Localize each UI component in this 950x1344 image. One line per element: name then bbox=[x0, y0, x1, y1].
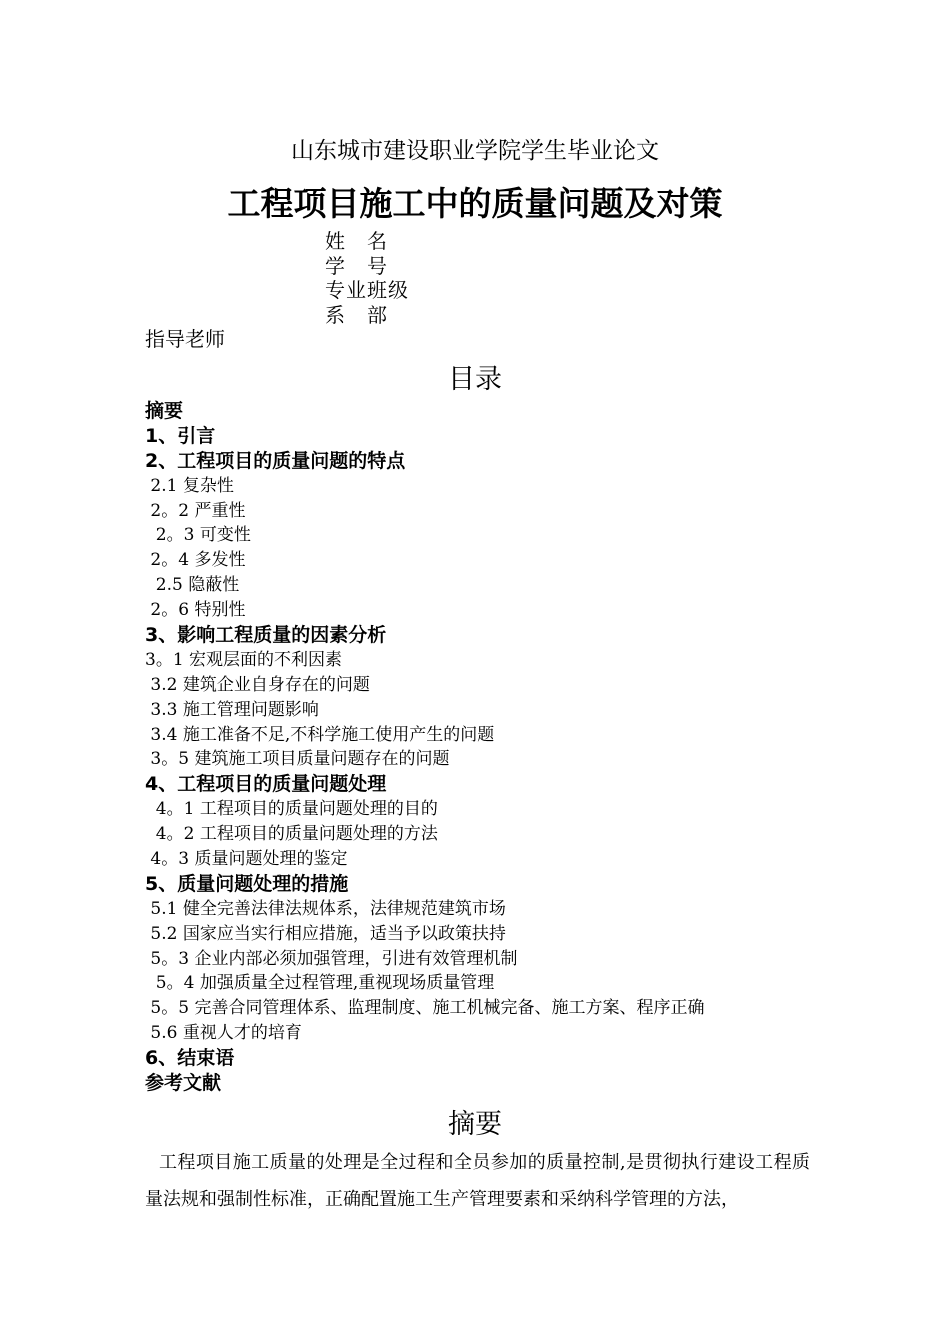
toc-section-item[interactable]: 5.2 国家应当实行相应措施，适当予以政策扶持 bbox=[145, 923, 506, 944]
toc-chapter-item[interactable]: 摘要 bbox=[145, 400, 184, 422]
name-label: 姓 名 bbox=[325, 229, 388, 253]
toc-section-item[interactable]: 4。3 质量问题处理的鉴定 bbox=[145, 849, 348, 870]
toc-chapter-item[interactable]: 1、引言 bbox=[145, 424, 216, 447]
abstract-heading: 摘要 bbox=[448, 1109, 502, 1140]
toc-chapter-item[interactable]: 2、工程项目的质量问题的特点 bbox=[145, 449, 406, 472]
toc-section-item[interactable]: 2。4 多发性 bbox=[145, 550, 246, 571]
toc-section-item[interactable]: 3。1 宏观层面的不利因素 bbox=[145, 649, 343, 670]
toc-section-item[interactable]: 2。3 可变性 bbox=[145, 525, 251, 546]
toc-section-item[interactable]: 5。5 完善合同管理体系、监理制度、施工机械完备、施工方案、程序正确 bbox=[145, 998, 705, 1019]
student-id-label: 学 号 bbox=[325, 254, 388, 278]
document-title: 工程项目施工中的质量问题及对策 bbox=[227, 184, 723, 223]
toc-section-item[interactable]: 2.1 复杂性 bbox=[145, 475, 234, 496]
toc-chapter-item[interactable]: 4、工程项目的质量问题处理 bbox=[145, 773, 387, 796]
class-label: 专业班级 bbox=[325, 278, 409, 302]
toc-section-item[interactable]: 5.6 重视人才的培育 bbox=[145, 1023, 302, 1044]
toc-chapter-item[interactable]: 5、质量问题处理的措施 bbox=[145, 872, 349, 895]
toc-section-item[interactable]: 3.3 施工管理问题影响 bbox=[145, 699, 319, 720]
toc-heading: 目录 bbox=[448, 364, 502, 395]
toc-section-item[interactable]: 5。3 企业内部必须加强管理，引进有效管理机制 bbox=[145, 948, 518, 969]
table-of-contents bbox=[145, 399, 704, 1096]
toc-chapter-item[interactable]: 6、结束语 bbox=[145, 1047, 235, 1070]
abstract-body: 工程项目施工质量的处理是全过程和全员参加的质量控制,是贯彻执行建设工程质量法规和强制性标准，正确配置施工生产管理要素和采纳科学管理的方法， bbox=[145, 1152, 810, 1210]
toc-chapter-item[interactable]: 3、影响工程质量的因素分析 bbox=[145, 624, 387, 647]
toc-section-item[interactable]: 5.1 健全完善法律法规体系，法律规范建筑市场 bbox=[145, 898, 506, 919]
toc-section-item[interactable]: 2.5 隐蔽性 bbox=[145, 575, 240, 596]
toc-section-item[interactable]: 3.4 施工准备不足,不科学施工使用产生的问题 bbox=[145, 724, 495, 745]
toc-section-item[interactable]: 4。2 工程项目的质量问题处理的方法 bbox=[145, 824, 438, 845]
toc-section-item[interactable]: 3。5 建筑施工项目质量问题存在的问题 bbox=[145, 749, 450, 770]
school-line: 山东城市建设职业学院学生毕业论文 bbox=[291, 138, 659, 164]
department-label: 系 部 bbox=[325, 303, 388, 327]
toc-section-item[interactable]: 5。4 加强质量全过程管理,重视现场质量管理 bbox=[145, 973, 495, 994]
toc-section-item[interactable]: 3.2 建筑企业自身存在的问题 bbox=[145, 674, 370, 695]
toc-chapter-item[interactable]: 参考文献 bbox=[145, 1072, 222, 1095]
toc-section-item[interactable]: 4。1 工程项目的质量问题处理的目的 bbox=[145, 799, 438, 820]
toc-section-item[interactable]: 2。6 特别性 bbox=[145, 600, 246, 621]
advisor-label: 指导老师 bbox=[145, 327, 225, 351]
toc-section-item[interactable]: 2。2 严重性 bbox=[145, 500, 246, 521]
